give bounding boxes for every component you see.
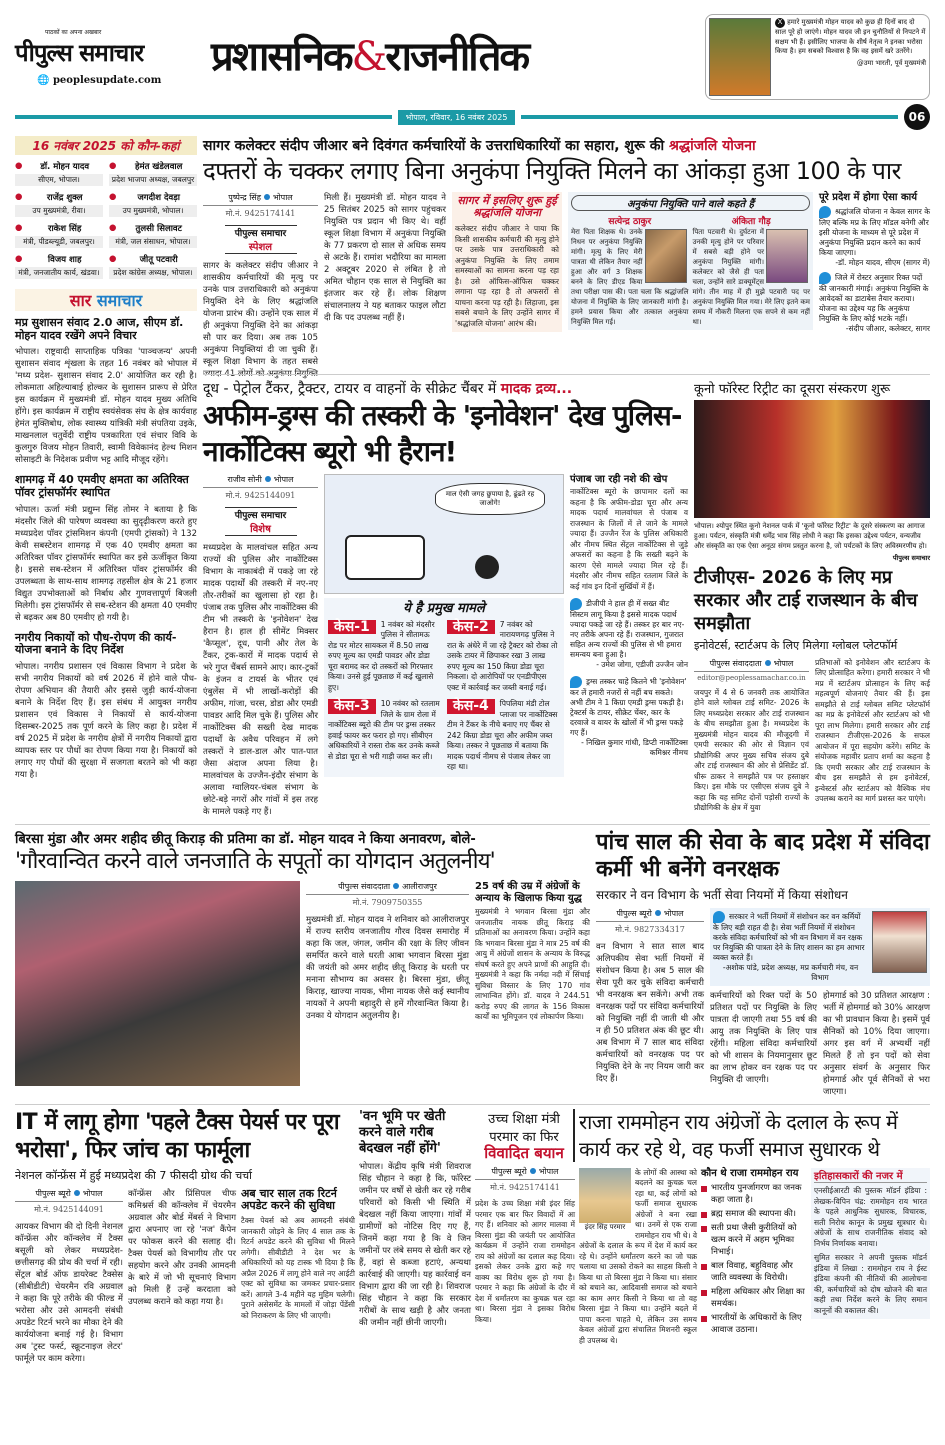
sar-samachar-title (15, 289, 197, 311)
section-title (211, 35, 699, 79)
quote-author: @उमा भारती, पूर्व मुख्यमंत्री (856, 58, 926, 67)
location-pin-icon: ● (15, 192, 23, 202)
location-pin-icon: ● (15, 161, 23, 171)
case-item (328, 620, 441, 694)
forest-byline-box (596, 908, 704, 1085)
parmar-photo (579, 1168, 631, 1223)
tgs-byline-box (694, 658, 809, 814)
beneficiary-name: अंकिता गौड़ (731, 216, 771, 227)
vehicle-drawing (345, 535, 425, 580)
person-name: जीतू पटवारी (139, 255, 178, 265)
beneficiary-photo (645, 229, 687, 283)
it-subhead: नेशनल कॉन्फ्रेंस में हुई मध्यप्रदेश की 7 फीसदी ग्रोथ की चर्चा (15, 1168, 253, 1182)
statewide-quote-2: जिले में रोस्टर अनुसार रिक्त पदों की जानकारी मंगाई। अनुकंपा नियुक्ति के आवेदकों का डाटाबेस तैयार कराया। योजना का उद्देश्य यह कि अनुकंपा नियुक्ति के लिए कोई भटके नहीं। (819, 273, 929, 324)
mobile-number: मो.नं. 7909750355 (352, 898, 423, 908)
punjab-box (570, 474, 688, 759)
brief (15, 632, 197, 781)
birsa-side-headline: 25 वर्ष की उम्र में अंग्रेजों के अन्याय के खिलाफ किया युद्ध (475, 881, 582, 904)
forest-body-1: वन विभाग ने सात साल बाद अलिपकीय सेवा भर्ती नियमों में संशोधन किया है। अब 5 साल की सेवा पूरी कर चुके संविदा कर्मचारी भी वनरक्षक बन सकेंगे। अभी तक वनरक्षक पदों पर संविदा कर्मचारियों को नियुक्ति नहीं दी जाती थी और न ही 50 प्रतिशत अंक की छूट थी। अब विभाग में 7 साल बाद संविदा कर्मचारियों को वनरक्षक पद पर नियुक्ति देने के नए नियम जारी कर दिए हैं। (596, 941, 704, 1084)
beneficiary-photo (766, 229, 808, 283)
left-column (15, 136, 197, 781)
tire-drawing (475, 555, 499, 579)
byline-city: भोपाल (272, 192, 293, 202)
mobile-number: मो.नं. 9827334317 (615, 924, 685, 934)
location-pin-icon: ● (109, 192, 117, 202)
person-name: राजेंद्र शुक्ल (46, 193, 83, 203)
tgs-body-2: प्रतिभाओं को इनोवेशन और स्टार्टअप के लिए प्रोत्साहित करेगा। हमारी सरकार ने भी मप्र में स्टार्टअप प्रोत्साहन के लिए कई महत्वपूर्ण योजनाएं तैयार की हैं। इस समझौते से टाई ग्लोबल समिट प्लेटफॉर्म का मप्र के इनोवेटर्स और स्टार्टअप को भी पूरा लाभ मिलेगा। हमारी सरकार और टाई राजस्थान टीजीएस-2026 के सफल आयोजन में पूरा सहयोग करेंगे। समिट के संयोजक महावीर प्रताप शर्मा का कहना है कि एमपी सरकार और टाई राजस्थान के बीच इस समझौते से हम इनोवेटर्स, इन्वेस्टर्स और स्टार्टअप को वैश्विक मंच उपलब्ध कराने का मार्ग प्रशस्त कर पाएंगे। (815, 657, 930, 804)
byline-city: भोपाल (538, 1167, 559, 1177)
section-title-2: राजनीतिक (385, 34, 529, 80)
birsa-kicker: बिरसा मुंडा और अमर शहीद छीतू किराड़ की प्रतिमा का डॉ. मोहन यादव ने किया अनावरण, बोले- (15, 831, 476, 847)
special-2: विशेष (250, 523, 271, 535)
beneficiary (693, 214, 811, 327)
drugs-author-2: - निखिल कुमार गांधी, डिप्टी नार्कोटिक्स कमिश्नर नीमच (581, 738, 688, 758)
people-grid (15, 161, 197, 283)
byline-city: भोपाल (663, 908, 684, 918)
masthead (15, 0, 930, 100)
forest-land-story (359, 1109, 471, 1329)
rammohan-col (579, 1168, 697, 1347)
drugs-body: मध्यप्रदेश के मालवांचल सहित अन्य राज्यों की पुलिस और नार्कोटिक्स विभाग के नाकाबंदी में पकड़े जा रहे मादक पदार्थों की तस्करी में नए-नए तौर-तरीकों का खुलासा हो रहा है। पंजाब तक पुलिस और नार्कोटिक्स की टीम भी तस्करी के 'इनोवेशन' देख हैरान है। हाल ही सीमेंट मिक्सर 'कैप्सूल', दूध, पानी और तेल के टैंकर, ट्रक-कारों में मादक पदार्थ से भरे गुप्त चैंबर्स सामने आए। कार-ट्रकों के इंजन व टायर्स के भीतर एवं एंबुलेंस में भी लाखों-करोड़ों की अफीम, गांजा, चरस, डोडा और एमडी पावडर आदि मिल चुके हैं। पुलिस और नार्कोटिक्स की सख्ती देख मादक पदार्थों के अवैध परिवहन में लगे तस्करों ने डाल-डाल और पात-पात जैसा अंदाज अपना लिया है। मालवांचल के उज्जैन-इंदौर संभाग के अलावा ग्वालियर-चंबल संभाग के छोटे-बड़े नगरों और गांवों में इस तरह के मामले पकड़े गए हैं। (203, 542, 318, 817)
byline-name: पीपुल्स ब्यूरो (491, 1167, 527, 1177)
forest-quote: सरकार ने भर्ती नियमों में संशोधन कर वन कर्मियों के लिए बड़ी राहत दी है। सेवा भर्ती नियमों में संशोधन करके संविदा कर्मचारियों को भी वन विभाग में वन रक्षक पर नियुक्ति की पात्रता देने के लिए शासन का हम आभार व्यक्त करते हैं। (713, 911, 865, 962)
person-desc: मंत्री, जल संसाधन, भोपाल। (109, 236, 197, 248)
person-entry (15, 192, 103, 221)
forest-quote-author: -अशोक पांडे, प्रदेश अध्यक्ष, मप्र कर्मचारी मंच, वन विभाग (722, 962, 859, 982)
person-desc: उप मुख्यमंत्री, भोपाल। (109, 205, 197, 217)
briefs-list (15, 317, 197, 781)
masthead-rule-right (521, 115, 898, 119)
statewide-headline: पूरे प्रदेश में होगा ऐसा कार्य (819, 191, 918, 203)
kuno-tgs-column (694, 379, 930, 814)
it-byline-box (15, 1188, 123, 1365)
historians-headline: इतिहासकारों की नजर में (814, 1171, 927, 1184)
forest-subhead: सरकार ने वन विभाग के भर्ती सेवा नियमों में किया संशोधन (596, 887, 848, 902)
person-desc: सीएम, भोपाल। (15, 174, 103, 186)
historians-body-2: सुमित सरकार ने अपनी पुस्तक मॉडर्न इंडिया में लिखा : राममोहन राय ने ईस्ट इंडिया कंपनी की नीतियों की आलोचना की, कर्मचारियों को दोष खोजने की बात कही तथा निर्देश करने के लिए समान कानूनों की वकालत की। (814, 1253, 927, 1315)
cartoon-speech-bubble: माल ऐसी जगह छुपाया है, ढूंढते रह जाओगे! (435, 483, 545, 515)
byline-city: आलीराजपुर (402, 882, 437, 892)
statewide-author-2: -संदीप जीआर, कलेक्टर, सागर (845, 324, 930, 334)
kuno-caption: भोपाल। श्योपुर स्थित कूनो नेशनल पार्क में 'कूनो फॉरेस्ट रिट्रीट' के दूसरे संस्करण का आगाज हुआ। पर्यटन, संस्कृति मंत्री धर्मेंद्र भाव सिंह लोधी ने कहा कि इसका उद्देश्य पर्यटन, वन्यजीव और संस्कृति का एक ऐसा अनूठा संगम प्रस्तुत करना है, जो पर्यटकों के लिए अविस्मरणीय हो। (694, 521, 927, 550)
person-entry (109, 223, 197, 252)
rammohan-body: के लोगों की आस्था को बदलने का कुचक्र चल रहा था, कई लोगों को फर्जी समाज सुधारक अंग्रेजों ने बना रखा था। उनमें से एक राजा राममोहन राय भी थे। वे अंग्रेजों के दलाल के रूप में देश में कार्य कर रहे थे। उन्होंने धर्मांतरण करने का जो चक्र चलाया था उसको रोकने का साहस किसी ने किया था तो बिरसा मुंडा ने किया था। संसार को बचाने का, आदिवासी समाज को बचाने का काम अगर किसी ने किया था तो वह बिरसा मुंडा ने किया था। उन्होंने बदले में पापा करना चाहते थे, लेकिन उस समय केवल अंग्रेजों द्वारा संचालित मिशनरी स्कूल ही उपलब्ध थे। (579, 1167, 697, 1345)
case-label: केस-1 (328, 620, 376, 635)
brief-body: भोपाल। ऊर्जा मंत्री प्रद्युम्न सिंह तोमर ने बताया है कि मंदसौर जिले की पारेषण व्यवस्था का सुदृढ़ीकरण करते हुए मध्यप्रदेश पॉवर ट्रांसमिशन कंपनी (एमपी ट्रांसको) ने 132 केवी सबस्टेशन शामगढ़ में एक 40 एमवीए क्षमता का अतिरिक्त पॉवर ट्रांसफॉर्मर स्थापित कर इसे ऊर्जीकृत किया है। इससे सब-स्टेशन में अतिरिक्त पॉवर ट्रांसफॉर्मर की उपलब्धता के साथ-साथ शामगढ़ तहसील क्षेत्र के 21 हजार विद्युत उपभोक्ताओं को निर्बाध और गुणवत्तापूर्ण बिजली मिलेगी। इस ट्रांसफॉर्मर से सब-स्टेशन की क्षमता 40 एमवीए से बढ़कर अब 80 एमवीए हो गयी है। (15, 504, 197, 623)
location-pin-icon: ● (109, 254, 117, 264)
person-desc: उप मुख्यमंत्री, रीवा। (15, 205, 103, 217)
forest-quote-box (710, 908, 930, 986)
edu-body: प्रदेश के उच्च शिक्षा मंत्री इंदर सिंह परमार एक बार फिर विवादों में आ गए हैं। शनिवार को आगर मालवा में बिरसा मुंडा की जयंती पर आयोजित कार्यक्रम में उन्होंने राजा राममोहन राय को अंग्रेजों का दलाल कह दिया। इसको लेकर उनके द्वारा कहे गए वाक्य का विरोध शुरू हो गया है। परमार ने कहा कि अंग्रेजों के दौर में देश में धर्मांतरण का कुचक्र चल रहा था। बिरसा मुंडा ने इसका विरोध किया। (475, 1199, 575, 1324)
it-columns (15, 1188, 355, 1365)
lead-body-1: सागर के कलेक्टर संदीप जीआर ने शासकीय कर्मचारियों की मृत्यु पर उनके पात्र उत्तराधिकारी को अनुकंपा नियुक्ति देने के लिए श्रद्धांजलि योजना प्रारंभ की। उन्होंने एक साल में ही अनुकंपा नियुक्ति देने का आंकड़ा सौ पार कर दिया। अब तक 105 अनुकंपा नियुक्तियां दी जा चुकी हैं। स्कूल शिक्षा विभाग के तहत सबसे ज्यादा 41 लोगों को अनुकंपा नियुक्ति (203, 260, 318, 379)
drugs-author-1: - उमेश जोगा, एडीजी उज्जैन जोन (596, 660, 688, 670)
it-body-1: आयकर विभाग की दो दिनी नेशनल कॉन्फ्रेंस और कॉन्क्लेव में टैक्स बसूली को लेकर मध्यप्रदेश-छत्तीसगढ़ की प्रोथ की चर्चा में रही। सेंट्रल बोर्ड ऑफ डायरेक्ट टैक्सेस (सीबीडीटी) चेयरमैन रवि अग्रवाल ने कहा कि पूरे तरीके की फील्ड में भरोसा और उसे आमदनी संबंधी अपडेट रिटर्न भरने का मौका देने की कार्ययोजना बनाई गई है। विभाग अब 'ट्रस्ट फर्स्ट, स्क्रूटनाइज लेटर' फार्मूले पर काम करेगा। (15, 1221, 123, 1364)
statewide-quote-1: श्रद्धांजलि योजना न केवल सागर के लिए बल्कि मप्र के लिए मॉडल बनेगी और इसी योजना के माध्यम से पूरे प्रदेश में अनुकंपा नियुक्ति प्रदान करने का कार्य किया जाएगा। (819, 207, 930, 258)
byline-name: पीपुल्स ब्यूरो (35, 1188, 71, 1198)
it-side-body: टैक्स पेयर्स को अब आमदनी संबंधी जानकारी जोड़ने के लिए 4 साल तक के रिटर्न अपडेट करने की सुविधा भी मिलने लगेगी। सीबीडीटी ने देश भर के अधिकारियों को यह टास्क भी दिया है कि अप्रैल 2026 में लागू होने वाले नए आईटी एक्ट को सुविधा का जमकर प्रचार-प्रसार करें। आगले 3-4 महीने यह मुहिम चलेगी। पुराने असेसमेंट के मामलों में जोड़ा पेंडेंसी को निराकरण के लिए भी जाएगी। (241, 1216, 355, 1320)
special-1: पीपुल्स समाचार (234, 510, 287, 521)
who-was-item: भारतीयों के अधिकारों के लिए आवाज उठाना। (701, 1312, 807, 1336)
case-item (447, 620, 560, 694)
birsa-side-body: मुख्यमंत्री ने भगवान बिरसा मुंडा और जनजातीय नायक छीतू किराड़ की प्रतिमाओं का अनावरण किया। उन्होंने कहा कि भगवान बिरसा मुंडा ने मात्र 25 वर्ष की आयु में अंग्रेजों शासन के अन्याय के विरुद्ध संघर्ष करते हुए अपने प्राणों की आहुति दी। मुख्यमंत्री ने कहा कि नर्मदा नदी में सिंचाई सुविधा विस्तार के लिए 170 गांव लाभान्वित होंगे। डॉ. यादव ने 244.51 करोड़ रुपए की लागत के 156 विकास कार्यों का भूमिपूजन एवं लोकार्पण किया। (475, 907, 590, 1022)
section-amp: & (351, 34, 386, 80)
historians-body-1: एनसीईआरटी की पुस्तक मॉडर्न इंडिया : लेखक-विपिन चंद्र: राममोहन राय भारत के पहले आधुनिक सुधारक, विचारक, सती निरोध कानून के प्रमुख सूत्रधार थे। अंग्रेजों के साथ राजनीतिक संवाद को निर्भय निर्णायक बनाया। (814, 1186, 927, 1248)
beneficiaries-box (568, 192, 813, 330)
who-where-title: 16 नवंबर 2025 को कौन-कहां (15, 136, 197, 155)
lead-kicker-highlight: श्रद्धांजलि योजना (668, 138, 756, 154)
beneficiary-quote: मेरा पिता शिक्षक थे। उनके निधन पर अनुकंपा नियुक्ति मांगी। मृत्यु के लिए मेरी पात्रता थी लेकिन तैयार नहीं हुआ और वर्ग 3 शिक्षक बनने के लिए डीएड किया तथा परीक्षा पास की। पता चला कि श्रद्धांजलि योजना में नियुक्ति के लिए जानकारी मांगी है। हमने प्रयास किया और तत्काल अनुकंपा नियुक्ति मिल गई। (571, 227, 689, 326)
mobile-number: मो.नं. 9425144091 (34, 1204, 104, 1214)
why-body: कलेक्टर संदीप जीआर ने पाया कि किसी शासकीय कर्मचारी की मृत्यु होने पर उसके पात्र उत्तराधिकारी को अनुकंपा नियुक्ति के लिए तमाम समस्याओं का सामना करना पड़ रहा है। उसे ऑफिस-ऑफिस चक्कर लगाना पड़ रहा है तो अफसरों से याचना करना पड़ रही है। लिहाजा, इस सबसे बचाने के लिए उन्होंने सागर में 'श्रद्धांजलि योजना' आरंभ की। (455, 224, 559, 328)
tgs-columns (694, 658, 930, 814)
birsa-body: मुख्यमंत्री डॉ. मोहन यादव ने शनिवार को आलीराजपुर में राज्य स्तरीय जनजातीय गौरव दिवस समारोह में कहा कि जल, जंगल, जमीन की रक्षा के लिए जीवन समर्पित करने वाले धरती आबा भगवान बिरसा मुंडा की जयंती को अमर शहीद छीतू किराड़ के धरती पर मनाना सौभाग्य का अवसर है। बिरसा मुंडा, छीतू किराड़, खाज्या नायक, भीमा नायक जैसे कई स्थानीय नायकों ने अपनी बहादुरी से हमें गौरवान्वित किया है। उनका ये योगदान अतुलनीय है। (306, 915, 469, 1022)
drugs-kicker-highlight: मादक द्रव्य... (500, 380, 573, 397)
brief-headline: शामगढ़ में 40 एमवीए क्षमता का अतिरिक्त पॉवर ट्रांसफॉर्मर स्थापित (15, 473, 189, 499)
rammohan-story (579, 1109, 930, 1347)
who-was-item: महिला अधिकार और शिक्षा का समर्थक। (701, 1286, 807, 1310)
person-entry (15, 223, 103, 252)
lead-byline-box (203, 192, 318, 379)
mobile-number: मो.नं. 9425144091 (225, 490, 296, 500)
sar-title-2: समाचार (96, 291, 143, 310)
tgs-subhead: इनोवेटर्स, स्टार्टअप के लिए मिलेगा ग्लोबल प्लेटफॉर्म (694, 638, 898, 652)
photo-caption: इंदर सिंह परमार (584, 1222, 626, 1231)
byline-city: भोपाल (82, 1188, 103, 1198)
why-box (452, 192, 562, 332)
drugs-middle (324, 474, 564, 777)
drugs-kicker-text: दूध - पेट्रोल टैंकर, ट्रैक्टर, टायर व वाहनों के सीक्रेट चैंबर में (203, 380, 497, 397)
rammohan-headline: राजा राममोहन राय अंग्रेजों के दलाल के रूप में कार्य कर रहे थे, वह फर्जी समाज सुधारक थे (579, 1109, 898, 1161)
byline-city: भोपाल (273, 474, 294, 484)
person-desc: मंत्री, पीडब्ल्यूडी, जबलपुर। (15, 236, 103, 248)
person-name: विजय शाह (47, 255, 82, 265)
mobile-number: मो.नं. 9425174141 (225, 208, 296, 218)
birsa-photo (15, 881, 300, 1086)
who-was-item: बाल विवाह, बहुविवाह और जाति व्यवस्था के विरोधी। (701, 1260, 807, 1284)
photo-credit: पीपुल्स समाचार (892, 553, 930, 562)
masthead-rule (15, 115, 392, 119)
drugs-quote-1: डीजीपी ने हाल ही में सख्त बीट सिस्टम लागू किया है इससे मादक पदार्थ ज्यादा पकड़े जा रहे हैं। तस्कर हर बार नए-नए तरीके अपना रहे हैं। राजस्थान, गुजरात सहित अन्य राज्यों की पुलिस से भी हमारा समन्वय बना हुआ है। (570, 599, 685, 660)
sar-title-1: सार (69, 291, 92, 310)
brief (15, 474, 197, 623)
lead-kicker-text: सागर कलेक्टर संदीप जीआर बने दिवंगत कर्मचारियों के उत्तराधिकारियों का सहारा, शुरू की (203, 138, 665, 154)
byline-name: पीपुल्स ब्यूरो (616, 908, 652, 918)
website (37, 75, 205, 86)
case-text: 10 नवंबर को रतलाम जिले के ग्राम रोला में नार्कोटिक्स ब्यूरो की टीम पर ड्रग्स तस्कर हवाई फायर कर फरार हो गए। सीबीएन अधिकारियों ने रास्ता रोक कर उनके कब्जे से डोडा चूरा से भरी गाड़ी जब्त कर ली। (328, 699, 440, 761)
punjab-body: नार्कोटिक्स ब्यूरो के छापामार दलों का कहना है कि अफीम-डोडा चूरा और अन्य मादक पदार्थ मालवांचल से पंजाब व राजस्थान के जिलों में ले जाने के मामले ज्यादा हैं। उज्जैन रेंज के पुलिस अधिकारी और नीमच स्थित सेंट्रल नार्कोटिक्स से जुड़े अफसरों का कहना है कि सख्ती बढ़ने के कारण ऐसे मामले ज्यादा मिल रहे हैं। मंदसौर और नीमच सहित रतलाम जिले के कई गांव इन दिनों सुर्खियों में हैं। (570, 487, 688, 591)
brief (15, 317, 197, 466)
drugs-row (203, 374, 930, 818)
beneficiaries-title: अनुकंपा नियुक्ति पाने वाले कहते हैं (571, 195, 810, 211)
beneficiary-name: सत्येन्द्र ठाकुर (608, 216, 652, 227)
forest-columns (596, 908, 930, 1098)
drugs-quote-2: ड्रग्स तस्कर चाहे कितने भी 'इनोवेशन' कर लें हमारी नजरों से नहीं बच सकते। अभी टीम ने 1 किग्रा एमडी ड्रग्स पकड़ी है। ट्रेक्टर्स के टायर, सीक्रेट चेंबर, कार के दरवाजे व वायर के खोलों में भी ड्रग्स पकड़े गए हैं। (570, 677, 687, 738)
birsa-side (475, 881, 590, 1023)
person-desc: मंत्री, जनजातीय कार्य, खंडवा। (15, 267, 103, 279)
logo-text: पीपुल्स समाचार (15, 39, 144, 67)
forest-lower (710, 990, 930, 1098)
edu-kicker-1: उच्च शिक्षा मंत्री (488, 1111, 560, 1127)
special-badge (225, 225, 297, 254)
page-number: 06 (904, 104, 930, 130)
forest-story (596, 829, 930, 1098)
it-story (15, 1109, 355, 1365)
case-text: पिपलिया मंडी टोल प्लाजा पर नार्कोटिक्स टीम ने टैंकर के नीचे बनाए गए चैंबर से 242 किग्रा डोडा चूरा और अफीम जब्त किया। तस्कर ने पूछताछ में बताया कि मादक पदार्थ नीमच से पंजाब लेकर जा रहा था। (447, 699, 558, 772)
tgs-headline: टीजीएस- 2026 के लिए मप्र सरकार और टाई राजस्थान के बीच समझौता (694, 566, 918, 634)
person-desc: प्रदेश कांग्रेस अध्यक्ष, भोपाल। (109, 267, 197, 279)
birsa-story (15, 829, 590, 1086)
byline-name: राजीव सोनी (227, 474, 262, 484)
masthead-logo (15, 28, 205, 86)
it-side-headline: अब चार साल तक रिटर्न अपडेट करने की सुविधा (241, 1186, 337, 1213)
who-was-headline: कौन थे राजा राममोहन राय (701, 1167, 799, 1179)
mobile-number: मो.नं. 9425174141 (490, 1183, 560, 1193)
byline-name: पीपुल्स संवाददाता (709, 658, 762, 668)
historians-box (811, 1168, 930, 1320)
who-was-list (701, 1182, 807, 1336)
drugs-story (203, 379, 688, 818)
quote-person-photo (872, 911, 927, 973)
special-badge (225, 507, 297, 536)
edu-kicker-box (475, 1109, 575, 1162)
brief-body: भोपाल। राष्ट्रवादी साप्ताहिक पत्रिका 'पाञ्चजन्य' अपनी सुशासन संवाद शृंखला के तहत 16 नवंबर को भोपाल में 'मध्य प्रदेश- सुशासन संवाद 2.0' आयोजित कर रही है। लोकमाता अहिल्याबाई होल्कर के सुशासन प्रारूप से प्रेरित इस कार्यक्रम में मुख्यमंत्री डॉ. मोहन यादव मुख्य अतिथि होंगे। इस कार्यक्रम में राष्ट्रीय स्वयंसेवक संघ के क्षेत्र कार्यवाह हेमंत मुक्तिबोध, लोक स्वास्थ्य यांत्रिकी मंत्री संपतिया उइके, माखनलाल चतुर्वेदी राष्ट्रीय पत्रकारिता एवं संचार विवि के कुलगुरु विजय मोहन तिवारी, स्वामी विवेकानंद हेल्थ मिशन सोसाइटी के निदेशक प्रवीण भट्ट आदि मौजूद रहेंगे। (15, 347, 197, 466)
quote-icon (570, 598, 582, 610)
why-headline: सागर में इसलिए शुरू हुई श्रद्धांजलि योजना (457, 193, 557, 220)
cartoon (324, 474, 564, 594)
person-name: जगदीश देवड़ा (137, 193, 180, 203)
location-pin-icon: ● (15, 223, 23, 233)
cases-title: ये है प्रमुख मामले (403, 600, 485, 616)
date-badge: भोपाल, रविवार, 16 नवंबर 2025 (398, 110, 516, 125)
lead-kicker (203, 136, 930, 155)
tagline: पाठकों का अपना अखबार (45, 29, 102, 36)
edu-story (475, 1109, 575, 1325)
beneficiary (571, 214, 689, 327)
upper-section (15, 136, 930, 818)
edu-kicker-3: विवादित बयान (484, 1143, 564, 1162)
parmar-figure (579, 1168, 631, 1232)
lead-headline: दफ्तरों के चक्कर लगाए बिना अनुकंपा नियुक्ति मिलने का आंकड़ा हुआ 100 के पार (203, 157, 901, 185)
forest-headline: पांच साल की सेवा के बाद प्रदेश में संविदा कर्मी भी बनेंगे वनरक्षक (596, 829, 930, 882)
person-name: हेमंत खंडेलवाल (135, 162, 183, 172)
cases-box (324, 598, 564, 777)
who-was-box (701, 1168, 807, 1339)
special-1: पीपुल्स समाचार (234, 228, 287, 239)
brief-headline: नगरीय निकायों को पौध-रोपण की कार्य-योजना बनाने के दिए निर्देश (15, 630, 177, 657)
cases-grid (328, 620, 560, 773)
case-item (328, 699, 441, 773)
right-area (203, 136, 930, 818)
drugs-byline-box (203, 474, 318, 818)
birsa-headline: 'गौरवान्वित करने वाले जनजाति के सपूतों का योगदान अतुलनीय' (15, 848, 495, 874)
who-where-box (15, 136, 197, 283)
masthead-rule-row (15, 104, 930, 130)
quote-icon (819, 206, 831, 218)
case-text: 7 नवंबर को नारायणगढ़ पुलिस ने रात के अंधेरे में जा रहे ट्रैक्टर को रोका तो उसके टायर में छिपाकर रखा 3 लाख रुपए मूल्य का 150 किग्रा डोडा चूरा निकला। दो आरोपियों पर एनडीपीएस एक्ट में कार्रवाई कर जब्ती बनाई गई। (447, 619, 558, 692)
location-pin-icon: ● (15, 254, 23, 264)
it-headline: IT में लागू होगा 'पहले टैक्स पेयर्स पर पूरा भरोसा', फिर जांच का फार्मूला (15, 1109, 340, 1163)
case-label: केस-4 (447, 699, 495, 714)
bottom-section (15, 1104, 930, 1365)
forest-land-body: भोपाल। केंद्रीय कृषि मंत्री शिवराज सिंह चौहान ने कहा है कि, फॉरेस्ट जमीन पर वर्षों से खेती कर रहे गरीब परिवारों को किसी भी स्थिति में बेदखल नहीं किया जाएगा। गांवों में ग्रामीणों को नोटिस दिए गए हैं, जिनमें कहा गया है कि वे जिन जमीनों पर लंबे समय से खेती कर रहे हैं, वहां से कब्जा हटाएं, अन्यथा कार्रवाई की जाएगी। यह कार्रवाई वन विभाग द्वारा की जा रही है। शिवराज सिंह चौहान ने कहा कि सरकार गरीबों के साथ खड़ी है और जनता की जमीन नहीं छीनी जाएगी। (359, 1161, 471, 1328)
lead-columns (203, 191, 930, 379)
forest-right (710, 908, 930, 1098)
person-entry (109, 161, 197, 190)
byline-name: पीपुल्स संवाददाता (338, 882, 391, 892)
kuno-headline: कूनो फॉरेस्ट रिट्रीट का दूसरा संस्करण शुरू (694, 381, 891, 397)
person-entry (15, 161, 103, 190)
person-entry (15, 254, 103, 283)
globe-icon: 🌐 (37, 75, 50, 86)
quote-icon (570, 676, 582, 688)
drugs-kicker (203, 379, 688, 398)
birsa-byline-box (306, 881, 469, 1022)
special-2: स्पेशल (248, 241, 273, 253)
byline-name: पुष्पेन्द्र सिंह (228, 192, 261, 202)
case-text: 1 नवंबर को मंदसौर पुलिस ने सीतामऊ रोड पर मोटर सायकल में 8.50 लाख रुपए मूल्य का एमडी पावडर और डोडा चूरा बरामद कर दो तस्करों को गिरफ्तार किया। उनसे हुई पूछताछ में कई खुलासे हुए। (328, 619, 435, 692)
kuno-photo (694, 400, 930, 518)
case-item (447, 699, 560, 773)
brief-headline: मप्र सुशासन संवाद 2.0 आज, सीएम डॉ. मोहन यादव रखेंगे अपने विचार (15, 316, 184, 342)
statewide-author-1: -डॉ. मोहन यादव, सीएम (सागर में) (835, 258, 930, 268)
person-name: तुलसी सिलावट (135, 224, 182, 234)
person-name: राकेश सिंह (48, 224, 82, 234)
case-label: केस-2 (447, 620, 495, 635)
edu-kicker-2: परमार का फिर (489, 1129, 559, 1145)
byline-city: भोपाल (773, 658, 794, 668)
person-entry (109, 192, 197, 221)
forest-land-headline: 'वन भूमि पर खेती करने वाले गरीब बेदखल नहीं होंगे' (359, 1108, 446, 1156)
section-title-1: प्रशासनिक (211, 34, 352, 80)
who-was-item: सती प्रथा जैसी कुरीतियों को खत्म करने में अहम भूमिका निभाई। (701, 1222, 807, 1258)
quote-photo (709, 18, 771, 96)
case-label: केस-3 (328, 699, 376, 714)
quote-box (705, 14, 930, 100)
location-pin-icon: ● (109, 161, 117, 171)
drugs-headline: अफीम-ड्रग्स की तस्करी के 'इनोवेशन' देख पुलिस-नार्कोटिक्स ब्यूरो भी हैरान! (203, 398, 682, 468)
who-was-item: भारतीय पुनर्जागरण का जनक कहा जाता है। (701, 1182, 807, 1206)
forest-body-2: कर्मचारियों को रिक्त पदों के 50 प्रतिशत पदों पर नियुक्ति के लिए पात्रता दी जाएगी तथा 55 वर्ष की आयु तक नियुक्ति के लिए पात्र रहेंगी। महिला संविदा कर्मचारियों को भी शासन के नियमानुसार छूट का लाभ होकर वन रक्षक पद पर नियुक्ति दी जाएगी। (710, 990, 817, 1085)
birsa-columns (15, 881, 590, 1086)
forest-body-3: होमगार्ड को 30 प्रतिशत आरक्षण : भर्ती में होमगार्ड को 30% आरक्षण का भी प्रावधान किया है। इसमें पूर्व सैनिकों को 10% दिया जाएगा। अगर इस वर्ग में अभ्यर्थी नहीं मिलते हैं तो इन पदों को सेवा अनुसार संवर्ग के अनुसार फिर होमगार्ड और पूर्व सैनिकों से भरा जाएगा। (823, 990, 930, 1097)
x-logo-icon: X (775, 18, 785, 28)
middle-section (15, 824, 930, 1098)
brief-body: भोपाल। नगरीय प्रशासन एवं विकास विभाग ने प्रदेश के सभी नगरीय निकायों को वर्ष 2026 में होने वाले पौध-रोपण अभियान की तैयारी और इससे जुड़ी कार्य-योजना बनाने के निर्देश दिए हैं। इस संबंध में आयुक्त नगरीय प्रशासन एवं विकास ने निकायों से कार्य-योजना दिसम्बर-2025 तक पूर्ण करने के लिए कहा है। प्रदेश में वर्ष 2025 में प्रदेश के नगरीय क्षेत्रों में नगरीय निकायों द्वारा व्यापक स्तर पर पौधों का रोपण किया गया है। निकायों को लगाए गए पौधों की सुरक्षा में सजगता बरतने को भी कहा गया है। (15, 661, 197, 780)
tgs-body-1: जयपुर में 4 से 6 जनवरी तक आयोजित होने वाले ग्लोबल टाई समिट- 2026 के लिए मध्यप्रदेश सरकार और टाई राजस्थान के बीच समझौता हुआ है। मध्यप्रदेश के मुख्यमंत्री मोहन यादव की मौजूदगी में एमपी सरकार की ओर से विज्ञान एवं प्रौद्योगिकी अपर मुख्य सचिव संजय दुबे और टाई राजस्थान की ओर से प्रेसिडेंट डॉ. धीरू ठाकर ने समझौते पत्र पर हस्ताक्षर किए। इस मौके पर एसीएस संजय दुबे ने कहा कि यह समिट दोनों पड़ोसी राज्यों के प्रौद्योगिकी के क्षेत्र में युवा (694, 687, 809, 813)
it-body-2: कॉन्फ्रेंस और प्रिंसिपल चीफ कमिश्नर्स की कॉन्क्लेव में चेयरमैन अग्रवाल और बोर्ड मेंबर्स ने विभाग द्वारा अपनाए जा रहे 'नज' कैंपेन पर फोकस करने की सलाह दी। टैक्स पेयर्स को विभागीय तौर पर सहयोग करने और उनकी आमदनी के बारे में जो भी सूचनाएं विभाग को मिली हैं उन्हें करदाता को उपलब्ध कराने को कहा गया है। (128, 1188, 236, 1307)
person-desc: प्रदेश भाजपा अध्यक्ष, जबलपुर (109, 174, 197, 186)
drugs-columns (203, 474, 688, 818)
who-was-item: ब्रह्म समाज की स्थापना की। (701, 1208, 807, 1220)
punjab-headline: पंजाब जा रही नशे की खेप (570, 473, 668, 485)
lead-body-2: मिली हैं। मुख्यमंत्री डॉ. मोहन यादव ने 25 सितंबर 2025 को सागर पहुंचकर नियुक्ति पत्र प्रदान भी किए थे। वहीं स्कूल शिक्षा विभाग में अनुकंपा नियुक्ति के 77 प्रकरण दो साल से अधिक समय से अटके हैं। रामांश भदौरिया का मामला 2 अक्टूबर 2020 से लंबित है तो अमित चौहान एक साल से नियुक्ति का इंतजार कर रहे हैं। लोक शिक्षण संचालनालय ने यह बताकर फाइल लौटा दी कि पद उपलब्ध नहीं हैं। (324, 192, 446, 323)
quote-text: हमारे मुख्यमंत्री मोहन यादव को कुछ ही दिनों बाद दो साल पूरे हो जाएंगे। मोहन यादव जी इन चुनौतियों से निपटने में सक्षम भी हैं। इसीलिए भाजपा के शीर्ष नेतृत्व ने इनका भरोसा किया है। हम सबको विश्वास है कि वह इसमें खरे उतरेंगे। (775, 18, 926, 55)
location-pin-icon: ● (109, 223, 117, 233)
quote-icon (713, 911, 725, 923)
website-text: peoplesupdate.com (52, 75, 162, 86)
quote-icon (819, 272, 831, 284)
rammohan-columns (579, 1168, 930, 1347)
beneficiary-quote: पिता पटवारी थे। दुर्घटना में उनकी मृत्यु होने पर परिवार में सबसे बड़ी होने पर अनुकंपा नियुक्ति मांगी। कलेक्टर को जैसे ही पता चला, उन्होंने सारे डाक्यूमेंट्स मांगे। तीन माह में ही मुझे पटवारी पद पर अनुकंपा नियुक्ति मिल गया। मेरे लिए इतने कम समय में नौकरी मिलना एक सपने से कम नहीं था। (692, 227, 810, 326)
statewide-box (819, 192, 930, 335)
person-name: डॉ. मोहन यादव (40, 162, 90, 172)
email: editor@peoplessamachar.co.in (697, 673, 806, 682)
it-side (241, 1188, 355, 1321)
person-entry (109, 254, 197, 283)
